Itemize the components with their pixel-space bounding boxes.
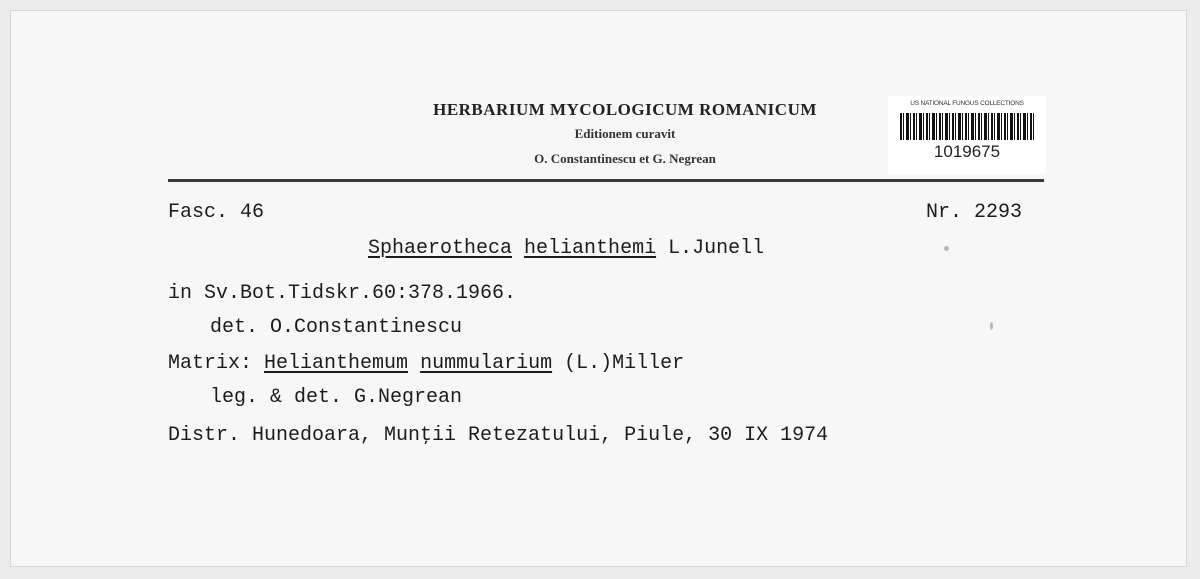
matrix-label: Matrix: — [168, 352, 265, 375]
barcode-bars — [900, 113, 1034, 140]
host-species: nummularium — [420, 352, 553, 375]
host-genus: Helianthemum — [264, 352, 409, 375]
taxon-author: L.Junell — [656, 237, 765, 260]
header-divider — [168, 179, 1044, 182]
taxon-name — [368, 237, 764, 260]
matrix-line — [168, 352, 684, 375]
distribution: Distr. Hunedoara, Munţii Retezatului, Piule, 30 IX 1974 — [168, 424, 829, 447]
ink-speck — [944, 246, 949, 251]
citation: in Sv.Bot.Tidskr.60:378.1966. — [168, 282, 517, 305]
collector: leg. & det. G.Negrean — [210, 386, 463, 409]
ink-speck — [990, 322, 993, 330]
herbarium-title: HERBARIUM MYCOLOGICUM ROMANICUM — [433, 100, 817, 119]
determiner: det. O.Constantinescu — [210, 316, 463, 339]
taxon-species: helianthemi — [524, 237, 657, 260]
fascicle-number: Fasc. 46 — [168, 201, 265, 224]
exsiccata-number: Nr. 2293 — [926, 201, 1023, 224]
herbarium-subtitle: Editionem curavit — [574, 126, 676, 141]
herbarium-editors: O. Constantinescu et G. Negrean — [534, 151, 716, 166]
taxon-genus: Sphaerotheca — [368, 237, 513, 260]
host-author: (L.)Miller — [552, 352, 685, 375]
barcode-label — [888, 96, 1046, 174]
barcode-number: 1019675 — [933, 142, 1001, 161]
barcode-collection: US NATIONAL FUNGUS COLLECTIONS — [910, 100, 1024, 107]
